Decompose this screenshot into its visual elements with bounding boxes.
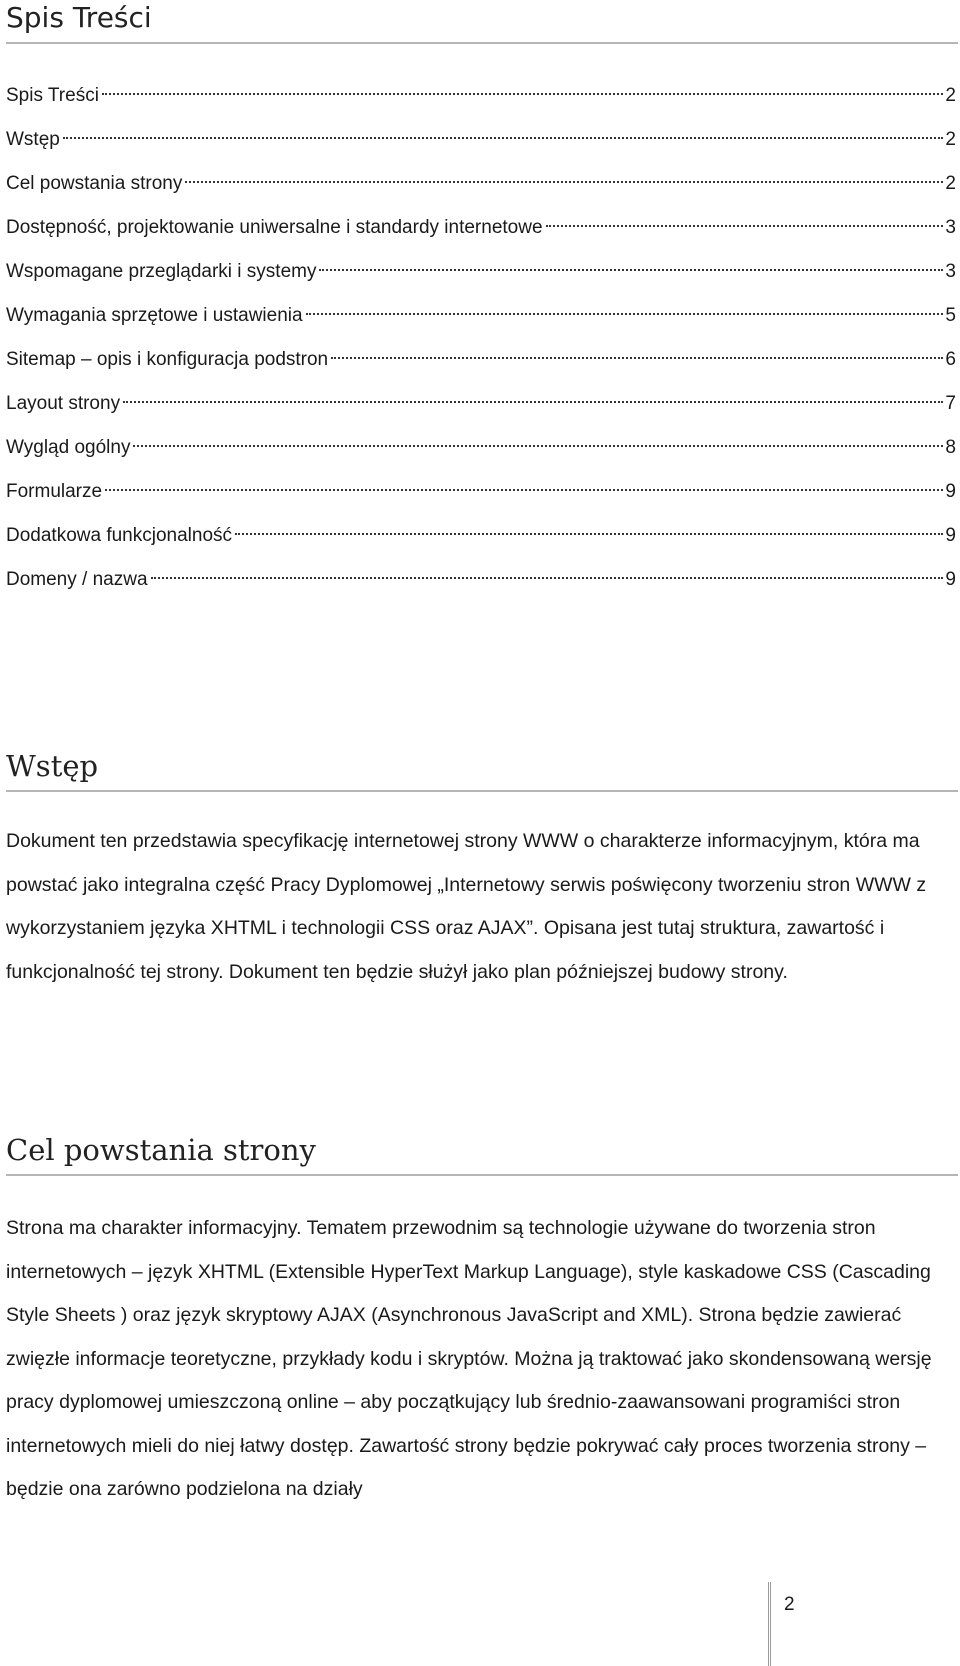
toc-entry-page: 2 <box>945 85 956 106</box>
toc-dot-leader <box>102 93 944 95</box>
toc-entry-page: 9 <box>945 569 956 590</box>
toc-entry-page: 6 <box>945 349 956 370</box>
toc-entry[interactable] <box>6 162 956 206</box>
toc-entry-label: Wstęp <box>6 129 60 150</box>
toc-entry[interactable] <box>6 118 956 162</box>
toc-entry-label: Wygląd ogólny <box>6 437 131 458</box>
toc-dot-leader <box>105 489 943 491</box>
toc-entry-page: 7 <box>945 393 956 414</box>
toc-dot-leader <box>235 533 943 535</box>
toc-entry-label: Cel powstania strony <box>6 173 183 194</box>
toc-entry[interactable] <box>6 470 956 514</box>
section-paragraph-cel: Strona ma charakter informacyjny. Tematem przewodnim są technologie używane do tworzenia stron internetowych – język XHTML (Extensible HyperText Markup Language), style kaskadowe CSS (Cascading Style Sheets ) oraz język skryptowy AJAX (Asynchronous JavaScript and XML). Strona będzie zawierać zwięzłe informacje teoretyczne, przykłady kodu i skryptów. Można ją traktować jako skondensowaną wersję pracy dyplomowej umieszczoną online – aby początkujący lub średnio-zaawansowani programiści stron internetowych mieli do niej łatwy dostęp. Zawartość strony będzie pokrywać cały proces tworzenia strony – będzie ona zarówno podzielona na działy <box>6 1217 932 1500</box>
section-paragraph-wstep: Dokument ten przedstawia specyfikację internetowej strony WWW o charakterze informacyjnym, która ma powstać jako integralna część Pracy Dyplomowej „Internetowy serwis poświęcony tworzeniu stron WWW z wykorzystaniem języka XHTML i technologii CSS oraz AJAX”. Opisana jest tutaj struktura, zawartość i funkcjonalność tej strony. Dokument ten będzie służył jako plan późniejszej budowy strony. <box>6 830 927 983</box>
toc-dot-leader <box>185 181 943 183</box>
toc-dot-leader <box>331 357 943 359</box>
toc-dot-leader <box>123 401 943 403</box>
table-of-contents <box>6 74 956 602</box>
toc-dot-leader <box>546 225 944 227</box>
toc-entry-label: Layout strony <box>6 393 121 414</box>
toc-entry-page: 9 <box>945 481 956 502</box>
toc-entry[interactable] <box>6 338 956 382</box>
toc-entry-label: Domeny / nazwa <box>6 569 148 590</box>
toc-entry-page: 2 <box>945 173 956 194</box>
toc-entry[interactable] <box>6 294 956 338</box>
toc-entry[interactable] <box>6 206 956 250</box>
toc-dot-leader <box>133 445 943 447</box>
toc-heading: Spis Treści <box>6 0 958 44</box>
toc-entry-label: Wspomagane przeglądarki i systemy <box>6 261 317 282</box>
toc-entry-page: 5 <box>945 305 956 326</box>
section-heading-wstep: Wstęp <box>6 744 958 792</box>
toc-dot-leader <box>63 137 944 139</box>
toc-entry-label: Dostępność, projektowanie uniwersalne i standardy internetowe <box>6 217 543 238</box>
toc-dot-leader <box>319 269 943 271</box>
toc-entry[interactable] <box>6 426 956 470</box>
toc-entry-page: 9 <box>945 525 956 546</box>
toc-entry[interactable] <box>6 382 956 426</box>
toc-entry-label: Formularze <box>6 481 103 502</box>
section-heading-cel: Cel powstania strony <box>6 1128 958 1176</box>
toc-entry-page: 3 <box>945 217 956 238</box>
toc-entry[interactable] <box>6 514 956 558</box>
toc-entry-label: Spis Treści <box>6 85 99 106</box>
toc-entry-page: 3 <box>945 261 956 282</box>
toc-dot-leader <box>151 577 944 579</box>
toc-entry[interactable] <box>6 74 956 118</box>
toc-entry-label: Wymagania sprzętowe i ustawienia <box>6 305 303 326</box>
toc-entry-page: 8 <box>945 437 956 458</box>
toc-entry-label: Dodatkowa funkcjonalność <box>6 525 233 546</box>
toc-entry[interactable] <box>6 250 956 294</box>
page-number: 2 <box>784 1594 795 1615</box>
toc-entry-page: 2 <box>945 129 956 150</box>
toc-entry[interactable] <box>6 558 956 602</box>
toc-entry-label: Sitemap – opis i konfiguracja podstron <box>6 349 329 370</box>
toc-dot-leader <box>306 313 944 315</box>
